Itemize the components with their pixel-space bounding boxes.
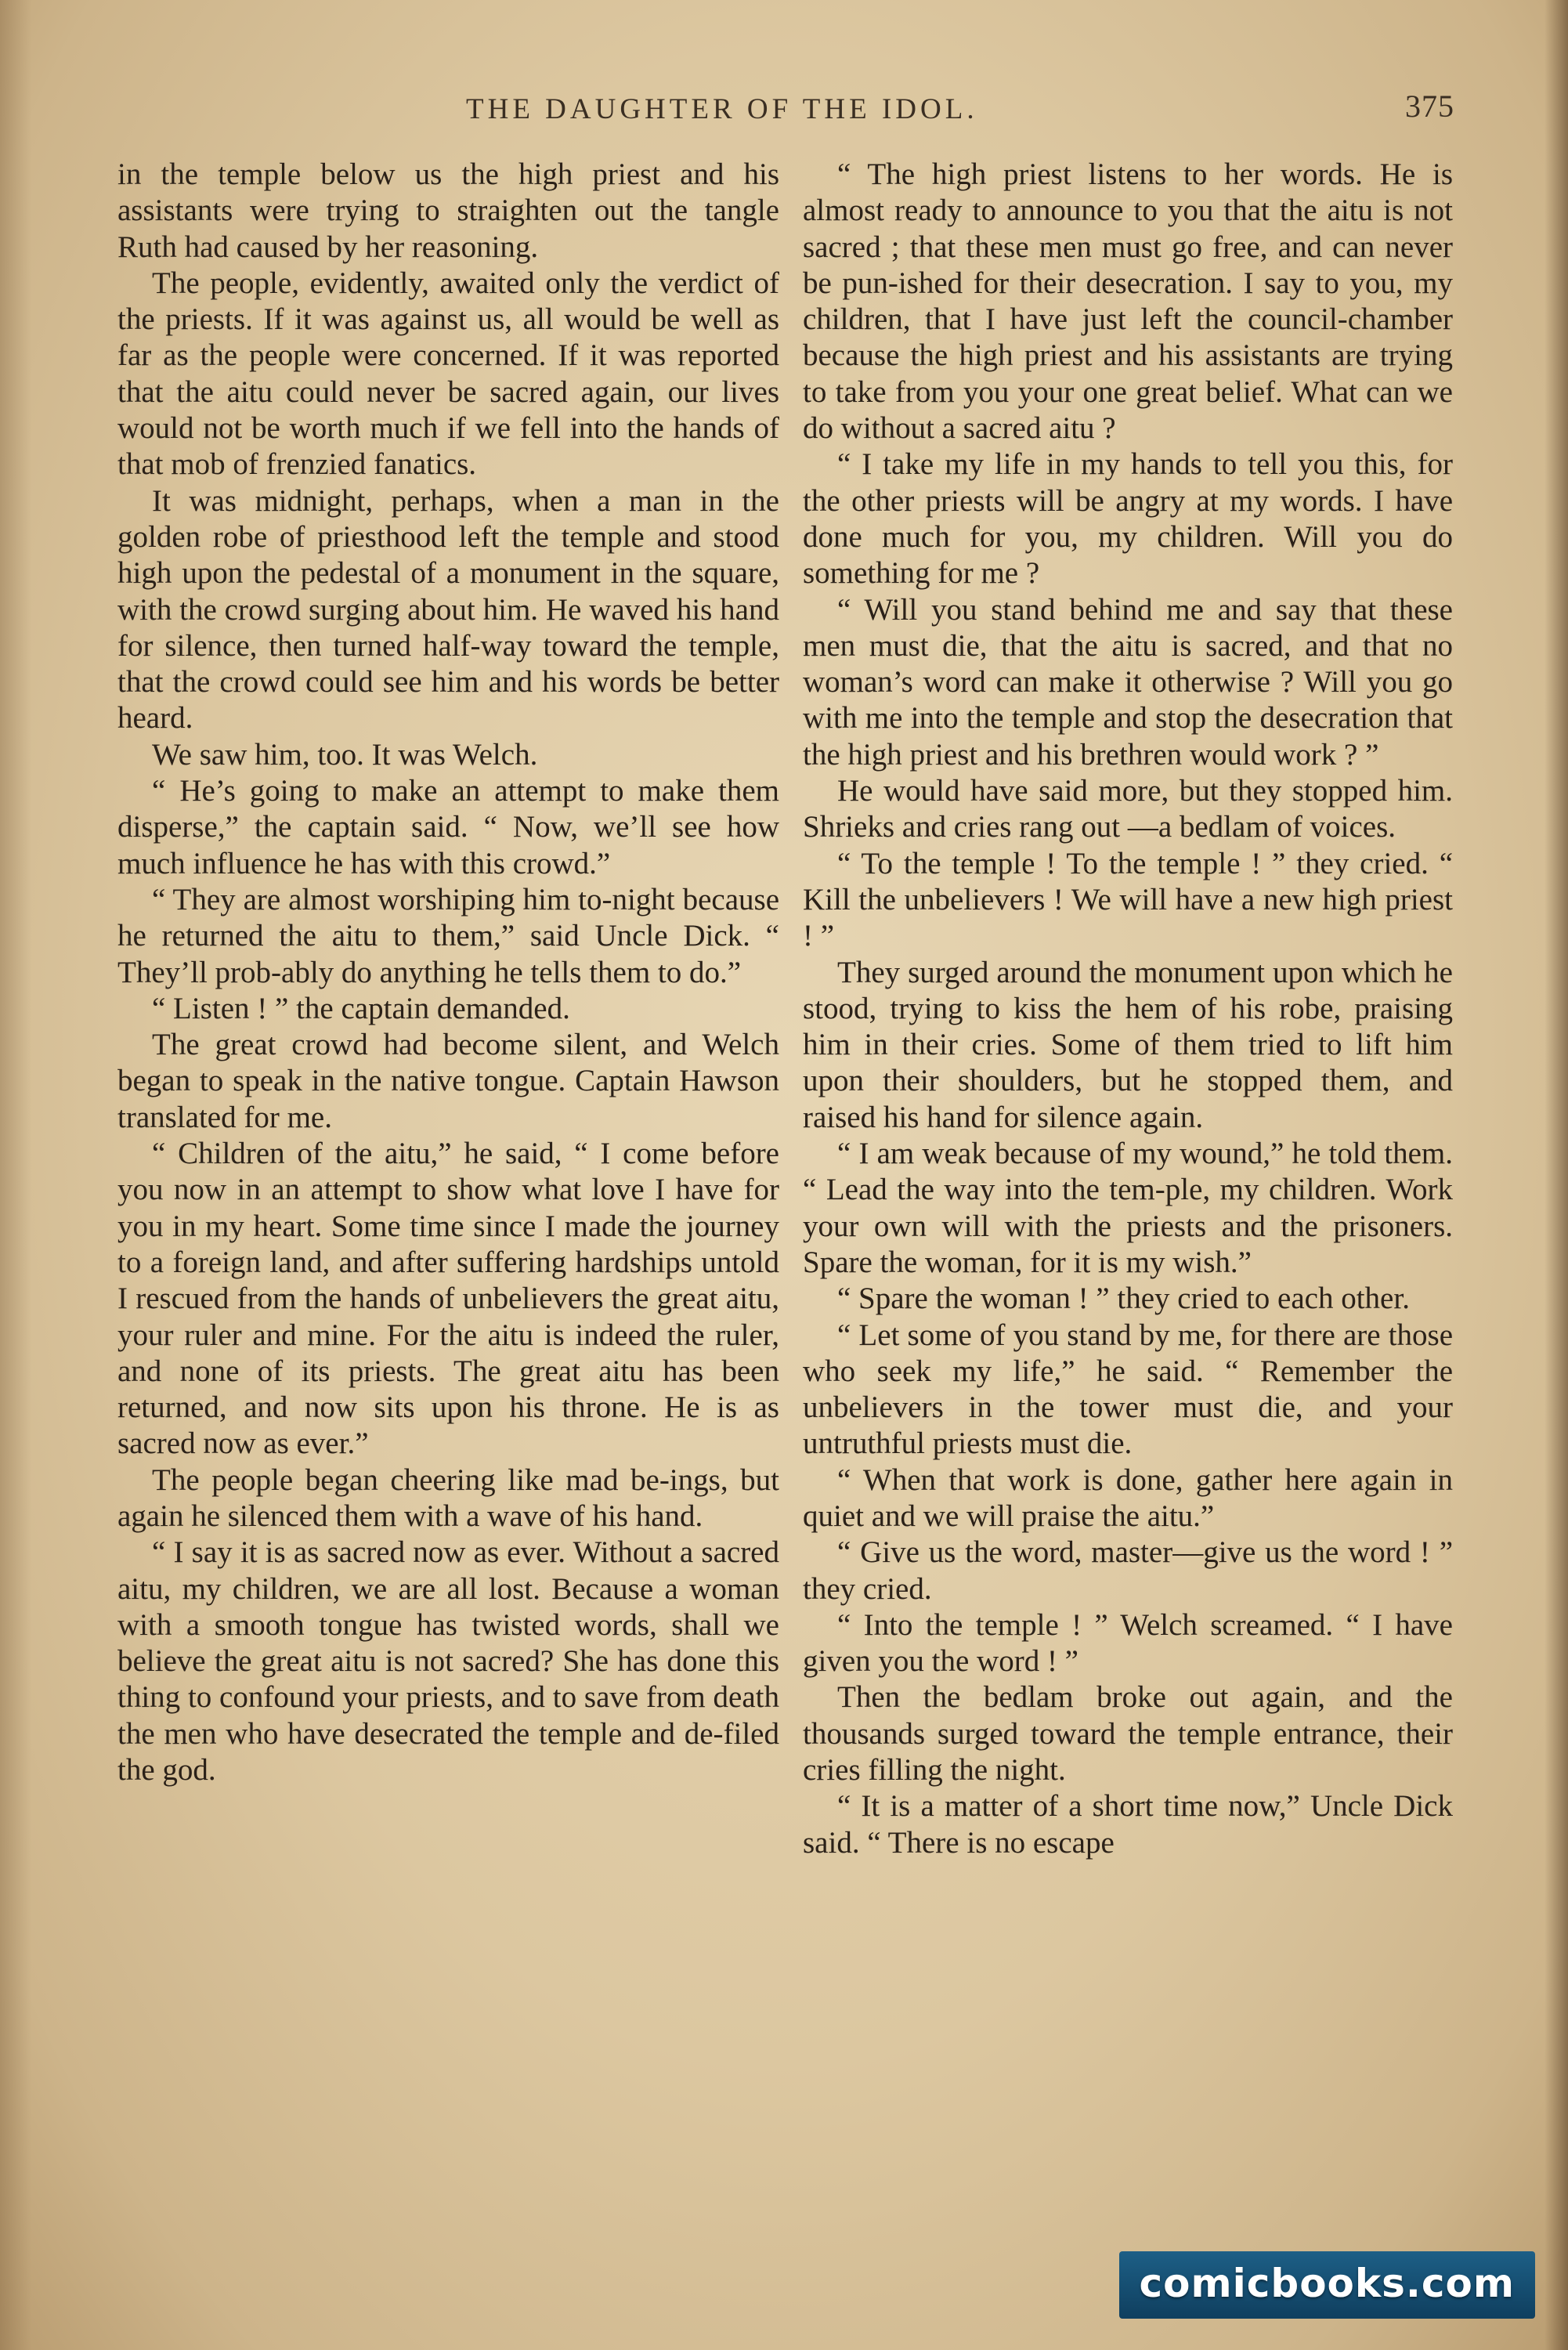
paragraph: The great crowd had become silent, and Welch began to speak in the native tongue. Captain Hawson translated for me. bbox=[117, 1028, 779, 1134]
paragraph: “ When that work is done, gather here again in quiet and we will praise the aitu.” bbox=[803, 1462, 1453, 1533]
paragraph: “ Spare the woman ! ” they cried to each other. bbox=[837, 1282, 1410, 1316]
left-text-column bbox=[117, 157, 779, 1788]
paragraph: The people, evidently, awaited only the verdict of the priests. If it was against us, all would be well as far as the people were concerned. If it was reported that the aitu could never be sacred again, our lives would not be worth much if we fell into the hands of that mob of frenzied fanatics. bbox=[117, 266, 779, 482]
paragraph: “ Listen ! ” the captain demanded. bbox=[152, 991, 570, 1025]
paragraph: “ Into the temple ! ” Welch screamed. “ I have given you the word ! ” bbox=[803, 1607, 1453, 1679]
paragraph: “ Give us the word, master—give us the word ! ” they cried. bbox=[803, 1535, 1453, 1606]
paragraph: “ He’s going to make an attempt to make them disperse,” the captain said. “ Now, we’ll see how much influence he has with this crowd.” bbox=[117, 774, 779, 880]
right-text-column bbox=[803, 157, 1453, 1861]
running-title: THE DAUGHTER OF THE IDOL. bbox=[466, 93, 978, 125]
paragraph: in the temple below us the high priest and his assistants were trying to straighten out the tangle Ruth had caused by her reasoning. bbox=[117, 157, 779, 264]
page-shadow-right bbox=[1545, 0, 1568, 2350]
paragraph: “ I take my life in my hands to tell you this, for the other priests will be angry at my words. I have done much for you, my children. Will you do something for me ? bbox=[803, 447, 1453, 591]
paragraph: “ Let some of you stand by me, for there are those who seek my life,” he said. “ Remember the unbelievers in the tower must die, and your untruthful priests must die. bbox=[803, 1318, 1453, 1461]
page-shadow-left bbox=[0, 0, 31, 2350]
paragraph: They surged around the monument upon which he stood, trying to kiss the hem of his robe, praising him in their cries. Some of them tried to lift him upon their shoulders, but he stopped them, and raised his hand for silence again. bbox=[803, 955, 1453, 1134]
paragraph: Then the bedlam broke out again, and the thousands surged toward the temple entrance, their cries filling the night. bbox=[803, 1680, 1453, 1788]
paragraph: He would have said more, but they stopped him. Shrieks and cries rang out —a bedlam of voices. bbox=[803, 774, 1453, 844]
paragraph: It was midnight, perhaps, when a man in the golden robe of priesthood left the temple and stood high upon the pedestal of a monument in the square, with the crowd surging about him. He waved his hand for silence, then turned half-way toward the temple, that the crowd could see him and his words be better heard. bbox=[117, 483, 779, 736]
paragraph: “ They are almost worshiping him to-night because he returned the aitu to them,” said Uncle Dick. “ They’ll prob-ably do anything he tells them to do.” bbox=[117, 882, 779, 989]
paragraph: “ The high priest listens to her words. He is almost ready to announce to you that the aitu is not sacred ; that these men must go free, and can never be pun-ished for their desecration. I say to you, my children, that I have just left the council-chamber because the high priest and his assistants are trying to take from you your one great belief. What can we do without a sacred aitu ? bbox=[803, 157, 1453, 446]
paragraph: We saw him, too. It was Welch. bbox=[152, 737, 538, 772]
page-number: 375 bbox=[1405, 89, 1454, 124]
paragraph: “ I say it is as sacred now as ever. Without a sacred aitu, my children, we are all lost. Because a woman with a smooth tongue has twisted words, shall we believe the great aitu is not sacred? She has done this thing to confound your priests, and to save from death the men who have desecrated the temple and de-filed the god. bbox=[117, 1535, 779, 1788]
paragraph: The people began cheering like mad be-ings, but again he silenced them with a wave of his hand. bbox=[117, 1462, 779, 1533]
paragraph: “ To the temple ! To the temple ! ” they cried. “ Kill the unbelievers ! We will have a new high priest ! ” bbox=[803, 846, 1453, 953]
paragraph: “ I am weak because of my wound,” he told them. “ Lead the way into the tem-ple, my children. Work your own will with the priests and the prisoners. Spare the woman, for it is my wish.” bbox=[803, 1137, 1453, 1279]
site-watermark: comicbooks.com bbox=[1119, 2251, 1535, 2319]
paragraph: “ Will you stand behind me and say that these men must die, that the aitu is sacred, and that no woman’s word can make it otherwise ? Will you go with me into the temple and stop the desecration that the high priest and his brethren would work ? ” bbox=[803, 592, 1453, 772]
paragraph: “ Children of the aitu,” he said, “ I come before you now in an attempt to show what love I have for you in my heart. Some time since I made the journey to a foreign land, and after suffering hardships untold I rescued from the hands of unbelievers the great aitu, your ruler and mine. For the aitu is indeed the ruler, and none of its priests. The great aitu has been returned, and now sits upon his throne. He is as sacred now as ever.” bbox=[117, 1137, 779, 1461]
paragraph: “ It is a matter of a short time now,” Uncle Dick said. “ There is no escape bbox=[803, 1789, 1453, 1860]
